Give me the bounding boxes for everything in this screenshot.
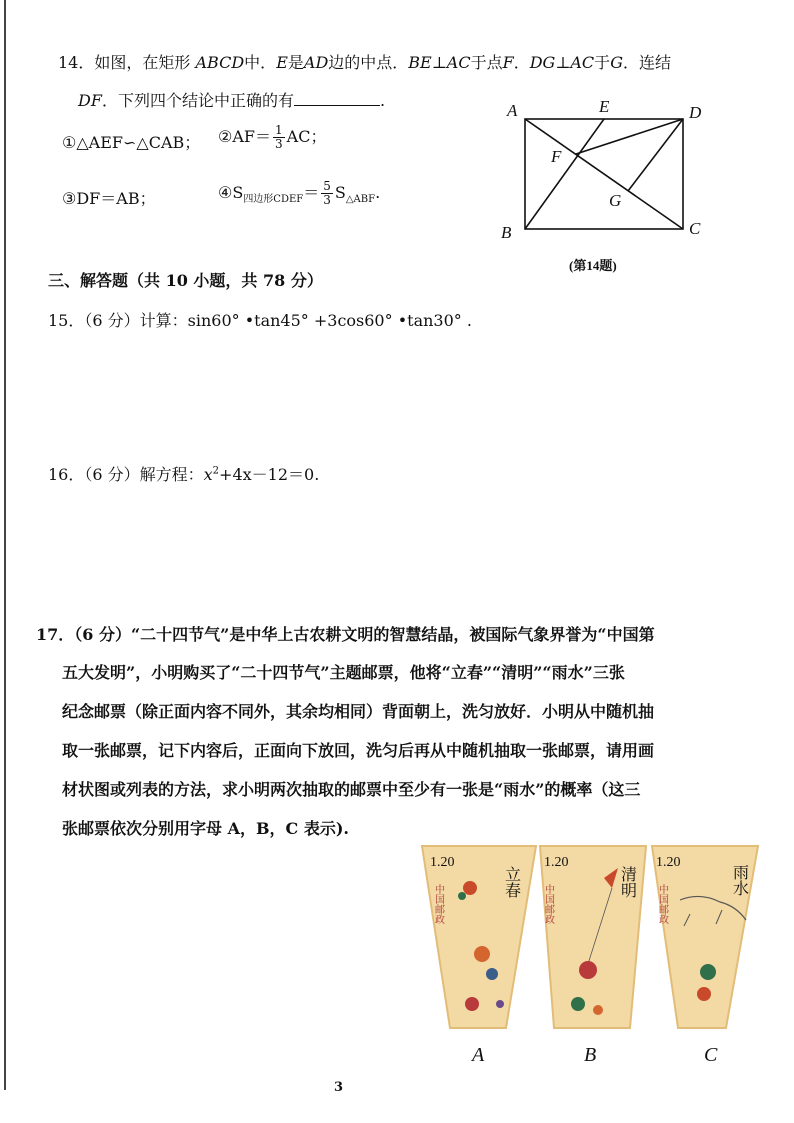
stamp-a	[420, 844, 538, 1034]
stamp-c	[650, 844, 762, 1034]
q17-line1: 17．（6 分）“二十四节气”是中华上古农耕文明的智慧结晶，被国际气象界誉为“中国第	[36, 625, 655, 644]
answer-blank[interactable]	[294, 91, 380, 106]
q17-line4: 取一张邮票，记下内容后，正面向下放回，洗匀后再从中随机抽取一张邮票，请用画	[62, 741, 655, 760]
stamp-b-label: B	[584, 1044, 597, 1066]
q16-text: 16．（6 分）解方程：$x^2+4x-12=0$.	[48, 465, 320, 484]
stamp-a-label: A	[472, 1044, 485, 1066]
svg-text:中国邮政: 中国邮政	[432, 884, 444, 924]
page-number: 3	[334, 1080, 344, 1095]
stamp-c-label: C	[704, 1044, 718, 1066]
section-title: 三、解答题（共 10 小题，共 78 分）	[48, 271, 323, 290]
q17-line3: 纪念邮票（除正面内容不同外，其余均相同）背面朝上，洗匀放好．小明从中随机抽	[62, 702, 655, 721]
segment-be	[525, 119, 604, 229]
svg-text:1.20: 1.20	[544, 855, 569, 870]
svg-text:中国邮政: 中国邮政	[542, 884, 554, 924]
rectangle-figure	[495, 92, 725, 274]
page-binding-edge	[4, 0, 6, 1090]
point-g-label: G	[609, 191, 622, 210]
svg-text:立春: 立春	[502, 866, 522, 898]
figure-caption: (第14题)	[569, 258, 617, 273]
point-f-label: F	[551, 147, 562, 166]
stamp-b-image	[538, 844, 650, 1030]
svg-text:1.20: 1.20	[656, 855, 681, 870]
diagonal-ac	[525, 119, 683, 229]
svg-text:清明: 清明	[618, 866, 638, 898]
q17-line5: 材状图或列表的方法，求小明两次抽取的邮票中至少有一张是“雨水”的概率（这三	[62, 780, 641, 799]
vertex-a-label: A	[507, 101, 518, 120]
q14-conclusion-3: ③DF＝AB；	[62, 189, 156, 208]
q17-line6: 张邮票依次分别用字母 A，B，C 表示).	[62, 819, 349, 838]
svg-text:中国邮政: 中国邮政	[656, 884, 668, 924]
q14-line2: DF．下列四个结论中正确的有 .	[78, 91, 386, 110]
stamp-c-image	[650, 844, 762, 1030]
q14-line1: 14．如图，在矩形 ABCD中．E是AD边的中点．BE⊥AC于点F．DG⊥AC于G．连结	[58, 53, 671, 72]
q14-conclusion-4: $④S_{四边形CDEF}=$ $\frac{5}{3}$ $S_{\triangle ABF}$.	[218, 179, 381, 207]
vertex-b-label: B	[501, 223, 512, 242]
point-e-label: E	[599, 97, 610, 116]
q17-line2: 五大发明”，小明购买了“二十四节气”主题邮票，他将“立春”“清明”“雨水”三张	[62, 663, 625, 682]
q14-conclusion-1: ①△AEF∽△CAB；	[62, 133, 201, 152]
q14-conclusion-2: ②AF＝ $\frac{1}{3}$ AC；	[218, 123, 327, 151]
svg-text:雨水: 雨水	[730, 864, 750, 896]
q15-text: 15．（6 分）计算：sin60° •tan45° +3cos60° •tan30° .	[48, 311, 472, 330]
stamp-a-image	[420, 844, 538, 1030]
vertex-d-label: D	[689, 103, 702, 122]
svg-text:1.20: 1.20	[430, 855, 455, 870]
stamp-b	[538, 844, 650, 1034]
vertex-c-label: C	[689, 219, 701, 238]
segment-dg	[628, 119, 683, 191]
